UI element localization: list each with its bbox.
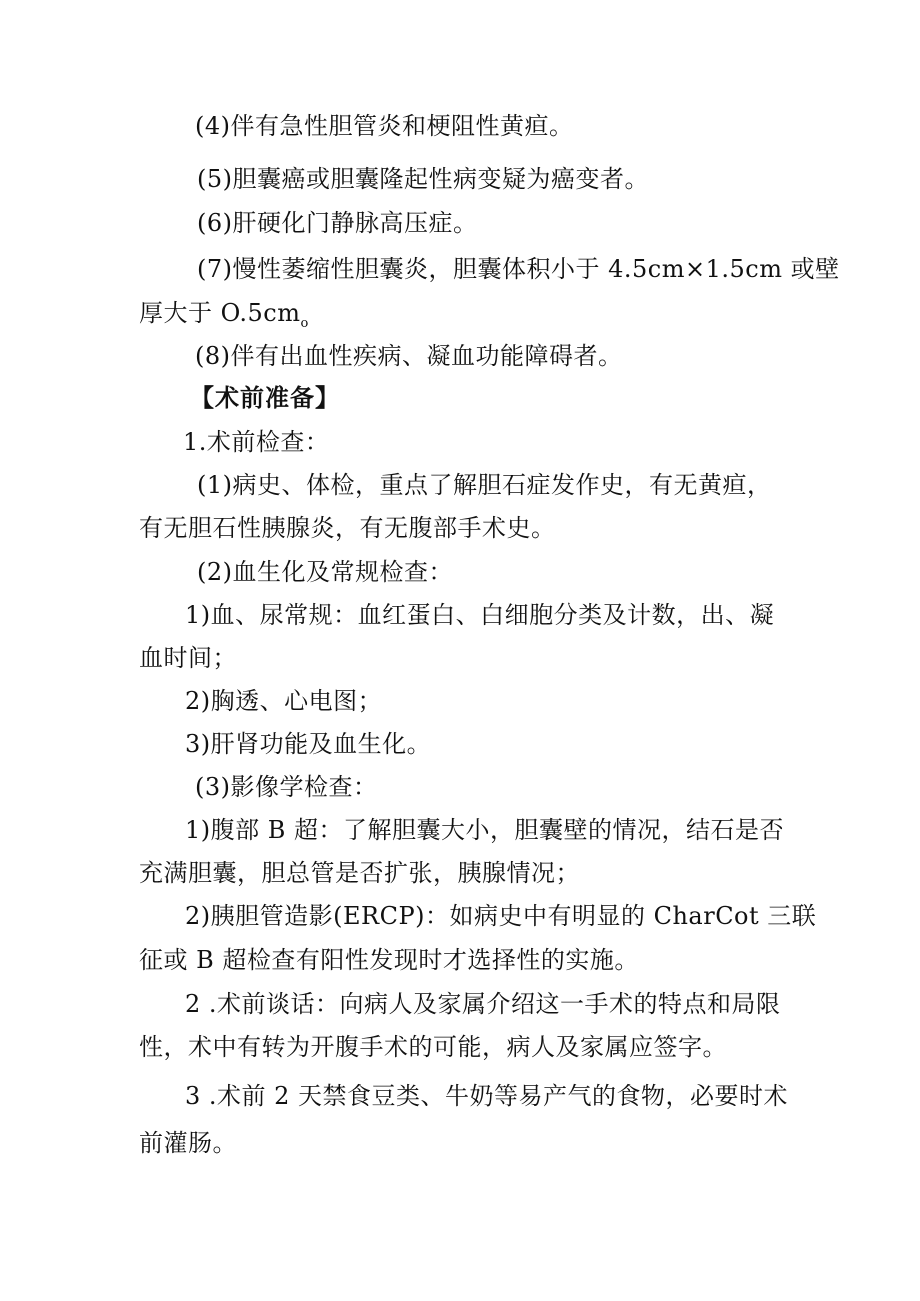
preop-imaging-item1-line2: 充满胆囊，胆总管是否扩张，胰腺情况； xyxy=(139,859,580,887)
preop-talk-line2: 性，术中有转为开腹手术的可能，病人及家属应签字。 xyxy=(139,1033,727,1061)
indication-item-7-text: 厚大于 O.5cm xyxy=(139,299,301,327)
preop-lab-item2: 2)胸透、心电图； xyxy=(185,687,383,715)
indication-item-7-line1: (7)慢性萎缩性胆囊炎，胆囊体积小于 4.5cm×1.5cm 或壁 xyxy=(197,255,840,283)
preop-imaging-item1-line1: 1)腹部 B 超：了解胆囊大小，胆囊壁的情况，结石是否 xyxy=(185,816,785,844)
preop-history-line2: 有无胆石性胰腺炎，有无腹部手术史。 xyxy=(139,514,556,542)
indication-item-7-line2 xyxy=(139,298,309,339)
preop-diet-line1: 3 .术前 2 天禁食豆类、牛奶等易产气的食物，必要时术 xyxy=(185,1082,789,1110)
preop-imaging-title: (3)影像学检查： xyxy=(195,773,378,801)
preop-lab-title: (2)血生化及常规检查： xyxy=(197,558,453,586)
preop-lab-item1-line1: 1)血、尿常规：血红蛋白、白细胞分类及计数，出、凝 xyxy=(185,601,775,629)
indication-item-5: (5)胆囊癌或胆囊隆起性病变疑为癌变者。 xyxy=(197,165,649,193)
indication-item-4: (4)伴有急性胆管炎和梗阻性黄疸。 xyxy=(195,112,574,140)
indication-item-8: (8)伴有出血性疾病、凝血功能障碍者。 xyxy=(195,342,623,370)
section-heading: 【术前准备】 xyxy=(190,383,340,412)
preop-imaging-item2-line1: 2)胰胆管造影(ERCP)：如病史中有明显的 CharCot 三联 xyxy=(185,902,817,930)
preop-imaging-item2-line2: 征或 B 超检查有阳性发现时才选择性的实施。 xyxy=(139,946,639,974)
preop-diet-line2: 前灌肠。 xyxy=(139,1129,237,1157)
preop-exam-title: 1.术前检查： xyxy=(183,428,330,456)
preop-lab-item1-line2: 血时间； xyxy=(139,644,237,672)
indication-item-7-subscript: o xyxy=(300,316,309,331)
preop-lab-item3: 3)肝肾功能及血生化。 xyxy=(185,730,432,758)
preop-history-line1: (1)病史、体检，重点了解胆石症发作史，有无黄疸， xyxy=(197,471,772,499)
indication-item-6: (6)肝硬化门静脉高压症。 xyxy=(197,209,478,237)
preop-talk-line1: 2 .术前谈话：向病人及家属介绍这一手术的特点和局限 xyxy=(185,990,781,1018)
